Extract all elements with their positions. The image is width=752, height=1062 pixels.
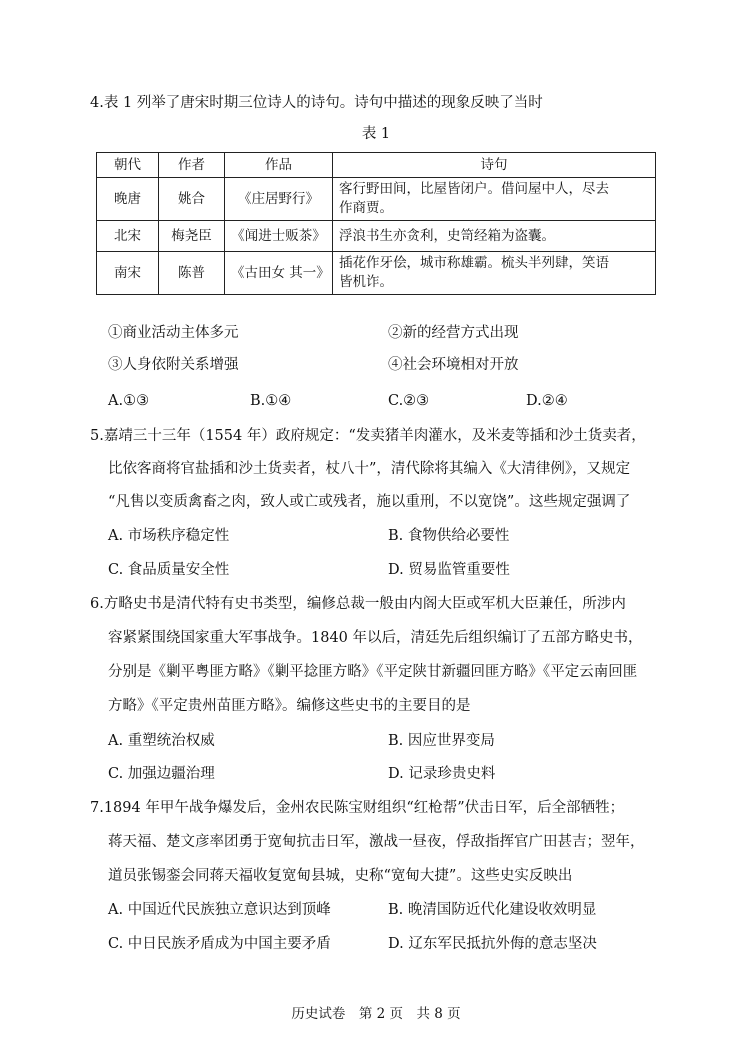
q5-line-2: 比依客商将官盐插和沙土货卖者，杖八十”，清代除将其编入《大清律例》，又规定 (108, 461, 631, 477)
q7-line-3: 道员张锡銮会同蒋天福收复宽甸县城，史称“宽甸大捷”。这些史实反映出 (108, 868, 573, 884)
q6-line-3: 分别是《剿平粤匪方略》《剿平捻匪方略》《平定陕甘新疆回匪方略》《平定云南回匪 (108, 664, 638, 680)
q6-option-d[interactable]: D. 记录珍贵史料 (388, 766, 496, 782)
poem-line: 作商贾。 (339, 200, 393, 216)
q7-line-2: 蒋天福、楚文彦率团勇于宽甸抗击日军，激战一昼夜，俘敌指挥官广田甚吉；翌年， (108, 834, 645, 850)
q5-option-c[interactable]: C. 食品质量安全性 (108, 562, 230, 578)
cell-author: 梅尧臣 (159, 221, 225, 252)
header-dynasty: 朝代 (97, 153, 159, 178)
q7-option-d[interactable]: D. 辽东军民抵抗外侮的意志坚决 (388, 936, 597, 952)
cell-dynasty: 南宋 (97, 252, 159, 295)
poem-line: 浮浪书生亦贪利，史笥经箱为盗囊。 (339, 227, 555, 244)
poem-line: 客行野田间，比屋皆闭户。借问屋中人，尽去 (339, 181, 609, 197)
q4-option-b[interactable]: B.①④ (250, 393, 292, 409)
cell-poem (333, 221, 656, 252)
header-author: 作者 (159, 153, 225, 178)
q6-line-2: 容紧紧围绕国家重大军事战争。1840 年以后，清廷先后组织编订了五部方略史书， (108, 630, 643, 646)
poem-line: 皆机诈。 (339, 274, 393, 290)
q4-statement-1: ①商业活动主体多元 (108, 325, 239, 341)
q7-line-1: 7.1894 年甲午战争爆发后，金州农民陈宝财组织“红枪帮”伏击日军，后全部牺牲； (90, 800, 625, 816)
table-row (97, 221, 656, 252)
poem-line: 插花作牙侩，城市称雄霸。梳头半列肆，笑语 (339, 255, 609, 271)
cell-dynasty: 北宋 (97, 221, 159, 252)
q6-line-4: 方略》《平定贵州苗匪方略》。编修这些史书的主要目的是 (108, 698, 471, 714)
q6-option-c[interactable]: C. 加强边疆治理 (108, 766, 215, 782)
page-footer: 历史试卷 第 2 页 共 8 页 (291, 1006, 461, 1022)
q6-option-b[interactable]: B. 因应世界变局 (388, 733, 495, 749)
q7-option-a[interactable]: A. 中国近代民族独立意识达到顶峰 (108, 902, 331, 918)
cell-work: 《古田女 其一》 (225, 252, 333, 295)
table-header-row (97, 153, 656, 178)
q6-line-1: 6.方略史书是清代特有史书类型，编修总裁一般由内阁大臣或军机大臣兼任，所涉内 (90, 596, 626, 612)
poems-table (96, 152, 656, 295)
table-row (97, 178, 656, 221)
q5-option-a[interactable]: A. 市场秩序稳定性 (108, 528, 230, 544)
q5-line-1: 5.嘉靖三十三年（1554 年）政府规定：“发卖猪羊肉灌水，及米麦等插和沙土货卖者， (90, 428, 646, 444)
header-poem: 诗句 (333, 153, 656, 178)
q5-option-d[interactable]: D. 贸易监管重要性 (388, 562, 510, 578)
q6-option-a[interactable]: A. 重塑统治权威 (108, 733, 215, 749)
q7-option-b[interactable]: B. 晚清国防近代化建设收效明显 (388, 902, 597, 918)
q4-statement-3: ③人身依附关系增强 (108, 357, 239, 373)
q4-statement-4: ④社会环境相对开放 (388, 357, 519, 373)
table-row (97, 252, 656, 295)
q4-statement-2: ②新的经营方式出现 (388, 325, 519, 341)
cell-dynasty: 晚唐 (97, 178, 159, 221)
q5-option-b[interactable]: B. 食物供给必要性 (388, 528, 510, 544)
q4-option-d[interactable]: D.②④ (526, 393, 568, 409)
cell-work: 《庄居野行》 (225, 178, 333, 221)
table-caption: 表 1 (361, 126, 391, 142)
header-work: 作品 (225, 153, 333, 178)
q4-option-c[interactable]: C.②③ (388, 393, 430, 409)
cell-author: 姚合 (159, 178, 225, 221)
cell-poem (333, 178, 656, 221)
q5-line-3: “凡售以变质禽畜之肉，致人或亡或残者，施以重刑，不以宽饶”。这些规定强调了 (108, 494, 631, 510)
q7-option-c[interactable]: C. 中日民族矛盾成为中国主要矛盾 (108, 936, 331, 952)
cell-poem (333, 252, 656, 295)
q4-option-a[interactable]: A.①③ (108, 393, 150, 409)
q4-stem: 4.表 1 列举了唐宋时期三位诗人的诗句。诗句中描述的现象反映了当时 (90, 95, 543, 111)
cell-work: 《闻进士贩茶》 (225, 221, 333, 252)
cell-author: 陈普 (159, 252, 225, 295)
